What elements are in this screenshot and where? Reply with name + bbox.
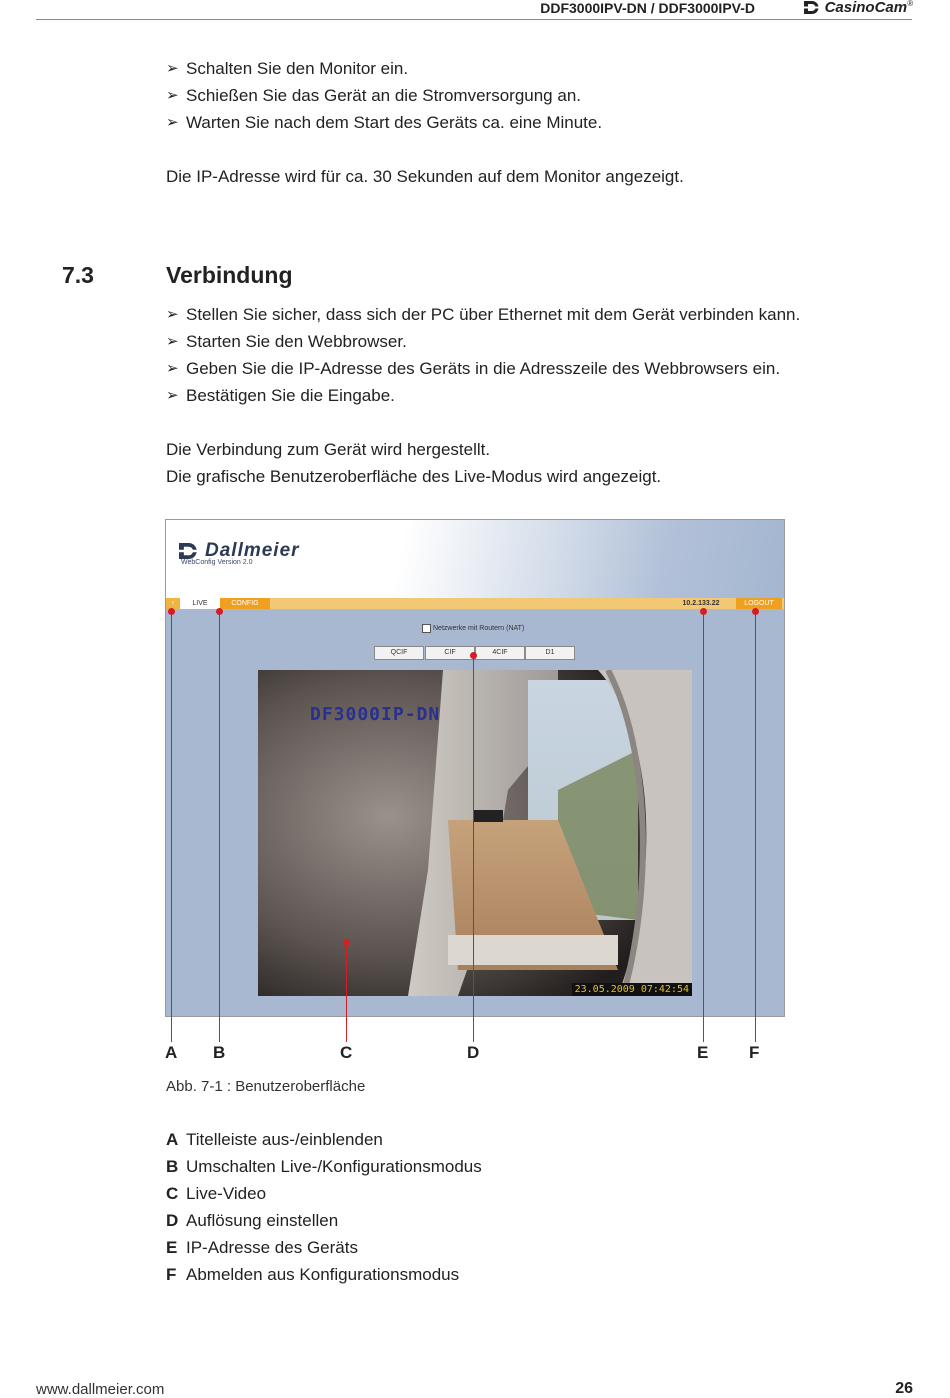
arrow-bullet-icon: ➢ [166, 114, 179, 131]
video-timestamp: 23.05.2009 07:42:54 [572, 983, 692, 996]
section-number: 7.3 [62, 262, 94, 288]
page-number: 26 [895, 1380, 913, 1397]
intro-bullet-list [166, 55, 602, 136]
callout-label-a: A [165, 1043, 178, 1062]
tab-live[interactable]: LIVE [180, 598, 220, 609]
legend-item: F Abmelden aus Konfigurationsmodus [166, 1265, 460, 1284]
list-item: ➢ Starten Sie den Webbrowser. [166, 328, 800, 355]
nat-checkbox[interactable]: Netzwerke mit Routern (NAT) [422, 624, 524, 633]
callout-label-f: F [749, 1043, 760, 1062]
callout-label-c: C [340, 1043, 353, 1062]
callout-line-f [755, 612, 756, 1042]
dallmeier-d-icon [179, 543, 201, 559]
callout-line-d [473, 656, 474, 1042]
callout-label-d: D [467, 1043, 480, 1062]
list-item: ➢ Schießen Sie das Gerät an die Stromversorgung an. [166, 82, 602, 109]
section-result [166, 436, 661, 490]
resolution-button-4cif[interactable]: 4CIF [475, 646, 525, 660]
callout-label-b: B [213, 1043, 226, 1062]
legend-item: E IP-Adresse des Geräts [166, 1238, 358, 1257]
footer-url[interactable]: www.dallmeier.com [36, 1381, 165, 1398]
result-line: Die Verbindung zum Gerät wird hergestellt. [166, 440, 491, 459]
header-brand: CasinoCam® [824, 0, 913, 16]
header-rule [36, 19, 912, 20]
section-title: Verbindung [166, 262, 293, 288]
screenshot-logo: Dallmeier [179, 540, 300, 562]
resolution-button-d1[interactable]: D1 [525, 646, 575, 660]
video-camera-label: DF3000IP-DN [310, 704, 441, 725]
screenshot-version: WebConfig Version 2.0 [181, 559, 253, 566]
toggle-title-bar-button[interactable]: ↑ [166, 598, 180, 609]
resolution-button-cif[interactable]: CIF [425, 646, 475, 660]
resolution-button-qcif[interactable]: QCIF [374, 646, 424, 660]
tab-config[interactable]: CONFIG [220, 598, 270, 609]
web-ui-screenshot [165, 519, 785, 1017]
result-line: Die grafische Benutzeroberfläche des Live-Modus wird angezeigt. [166, 467, 662, 486]
callout-line-a [171, 612, 172, 1042]
arrow-bullet-icon: ➢ [166, 360, 179, 377]
list-item: ➢ Stellen Sie sicher, dass sich der PC über Ethernet mit dem Gerät verbinden kann. [166, 301, 800, 328]
callout-line-e [703, 612, 704, 1042]
list-item: ➢ Warten Sie nach dem Start des Geräts ca. eine Minute. [166, 109, 602, 136]
legend-item: C Live-Video [166, 1184, 267, 1203]
arrow-bullet-icon: ➢ [166, 333, 179, 350]
logout-button[interactable]: LOGOUT [736, 598, 782, 609]
intro-note: Die IP-Adresse wird für ca. 30 Sekunden auf dem Monitor angezeigt. [166, 167, 684, 186]
arrow-bullet-icon: ➢ [166, 60, 179, 77]
checkbox-icon[interactable] [422, 624, 431, 633]
legend-item: A Titelleiste aus-/einblenden [166, 1130, 383, 1149]
legend-item: D Auflösung einstellen [166, 1211, 339, 1230]
list-item: ➢ Schalten Sie den Monitor ein. [166, 55, 602, 82]
section-bullet-list [166, 301, 800, 409]
arrow-bullet-icon: ➢ [166, 87, 179, 104]
figure-caption: Abb. 7-1 : Benutzeroberfläche [166, 1078, 366, 1095]
legend-item: B Umschalten Live-/Konfigurationsmodus [166, 1157, 482, 1176]
callout-label-e: E [697, 1043, 709, 1062]
callout-line-c [346, 943, 347, 1042]
list-item: ➢ Bestätigen Sie die Eingabe. [166, 382, 800, 409]
arrow-bullet-icon: ➢ [166, 387, 179, 404]
callout-line-b [219, 612, 220, 1042]
header-model: DDF3000IPV-DN / DDF3000IPV-D [540, 0, 755, 16]
live-video [258, 670, 692, 996]
ip-address: 10.2.133.22 [682, 600, 720, 607]
header-logo [804, 0, 913, 16]
list-item: ➢ Geben Sie die IP-Adresse des Geräts in die Adresszeile des Webbrowsers ein. [166, 355, 800, 382]
arrow-bullet-icon: ➢ [166, 306, 179, 323]
dallmeier-d-icon [804, 1, 822, 14]
